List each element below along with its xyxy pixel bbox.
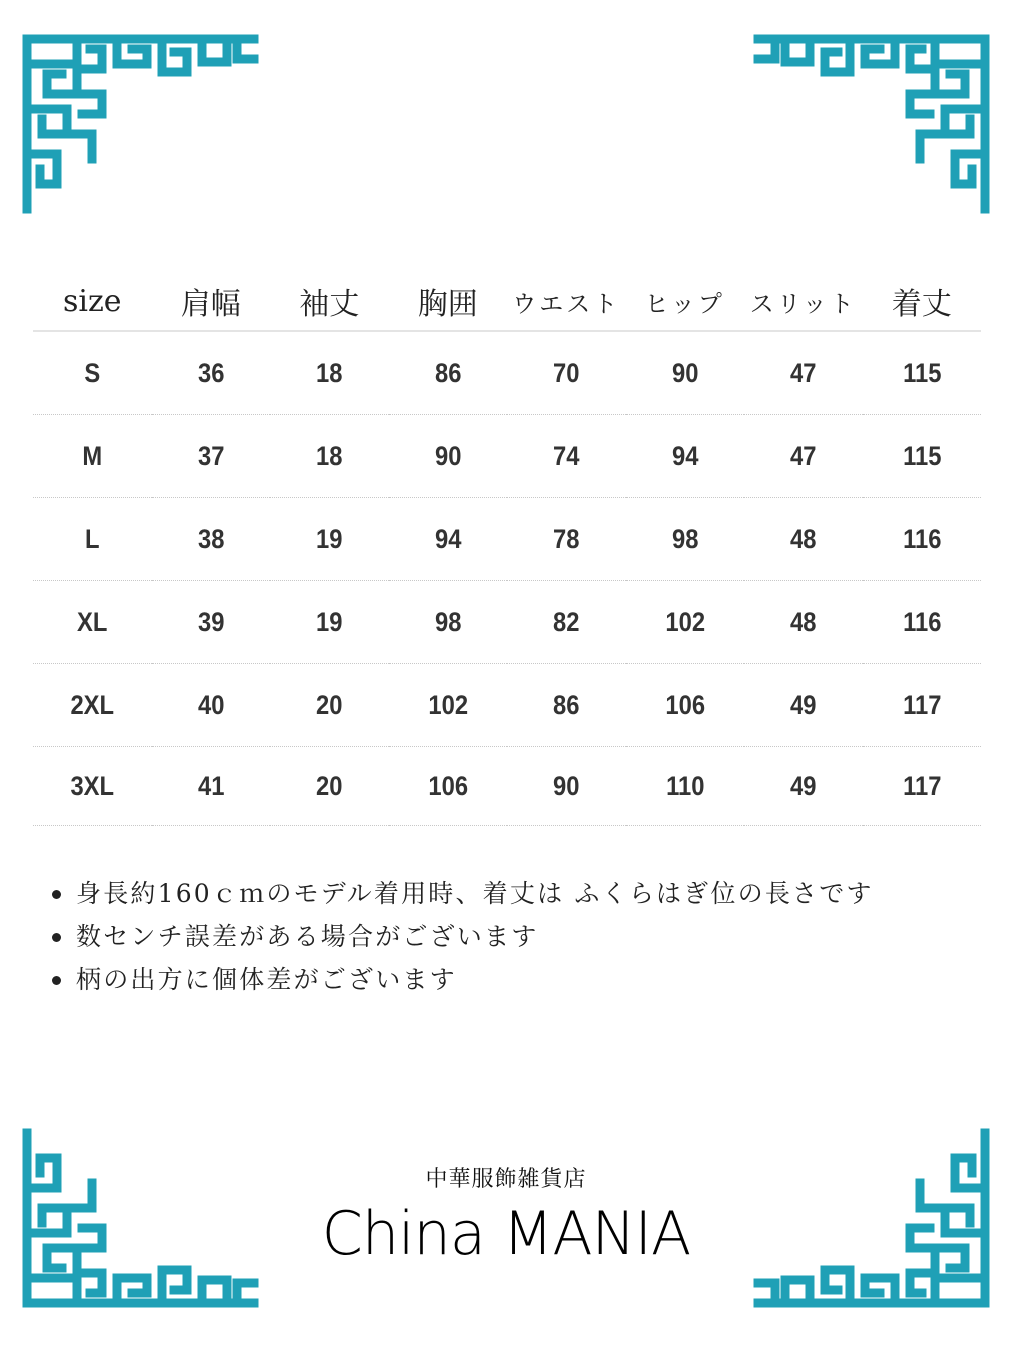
table-cell: 39 xyxy=(159,581,263,664)
table-cell: 90 xyxy=(633,331,737,415)
note-text: 柄の出方に個体差がございます xyxy=(76,965,457,994)
chinese-fret-corner-icon xyxy=(22,34,262,214)
bullet-icon xyxy=(52,890,61,899)
table-cell: 106 xyxy=(633,664,737,747)
table-cell: 86 xyxy=(396,331,500,415)
table-cell: 90 xyxy=(396,415,500,498)
table-cell: 117 xyxy=(870,747,974,826)
note-item xyxy=(52,872,874,915)
table-cell: 20 xyxy=(277,664,381,747)
table-cell: 47 xyxy=(751,331,855,415)
table-cell: 37 xyxy=(159,415,263,498)
table-cell: L xyxy=(40,498,144,581)
table-cell: 116 xyxy=(870,498,974,581)
table-cell: 41 xyxy=(159,747,263,826)
table-cell: 19 xyxy=(277,581,381,664)
table-cell: 115 xyxy=(870,415,974,498)
header-size: size xyxy=(33,272,152,331)
table-cell: 18 xyxy=(277,415,381,498)
table-cell: 49 xyxy=(751,747,855,826)
brand-name: China MANIA xyxy=(321,1199,691,1269)
header-length: 着丈 xyxy=(863,272,982,331)
table-cell: 48 xyxy=(751,581,855,664)
brand-logo xyxy=(0,1162,1012,1269)
table-cell: 94 xyxy=(396,498,500,581)
table-cell: 19 xyxy=(277,498,381,581)
table-cell: 94 xyxy=(633,415,737,498)
brand-subtitle: 中華服飾雑貨店 xyxy=(425,1167,587,1192)
corner-ornament-top-right xyxy=(750,34,990,214)
note-text: 数センチ誤差がある場合がございます xyxy=(76,922,539,951)
header-waist: ウエスト xyxy=(507,272,626,331)
header-sleeve: 袖丈 xyxy=(270,272,389,331)
table-row xyxy=(33,331,981,415)
table-cell: 86 xyxy=(514,664,618,747)
table-header-row xyxy=(33,272,981,331)
table-row xyxy=(33,664,981,747)
table-cell: 49 xyxy=(751,664,855,747)
table-row xyxy=(33,747,981,826)
table-cell: 47 xyxy=(751,415,855,498)
table-cell: S xyxy=(40,331,144,415)
table-cell: 74 xyxy=(514,415,618,498)
note-item xyxy=(52,915,874,958)
note-item xyxy=(52,958,874,1001)
table-cell: M xyxy=(40,415,144,498)
table-row xyxy=(33,581,981,664)
header-bust: 胸囲 xyxy=(389,272,508,331)
table-cell: 3XL xyxy=(40,747,144,826)
table-row xyxy=(33,415,981,498)
table-cell: 38 xyxy=(159,498,263,581)
header-slit: スリット xyxy=(744,272,863,331)
table-cell: 20 xyxy=(277,747,381,826)
table-cell: 90 xyxy=(514,747,618,826)
table-row xyxy=(33,498,981,581)
table-cell: 98 xyxy=(633,498,737,581)
table-cell: XL xyxy=(40,581,144,664)
table-cell: 48 xyxy=(751,498,855,581)
table-cell: 70 xyxy=(514,331,618,415)
table-cell: 18 xyxy=(277,331,381,415)
table-cell: 116 xyxy=(870,581,974,664)
header-hip: ヒップ xyxy=(626,272,745,331)
table-cell: 102 xyxy=(633,581,737,664)
corner-ornament-top-left xyxy=(22,34,262,214)
table-cell: 102 xyxy=(396,664,500,747)
table-cell: 117 xyxy=(870,664,974,747)
table-cell: 40 xyxy=(159,664,263,747)
table-cell: 2XL xyxy=(40,664,144,747)
table-cell: 115 xyxy=(870,331,974,415)
chinese-fret-corner-icon xyxy=(750,34,990,214)
table-cell: 106 xyxy=(396,747,500,826)
table-cell: 82 xyxy=(514,581,618,664)
bullet-icon xyxy=(52,976,61,985)
table-cell: 78 xyxy=(514,498,618,581)
table-cell: 98 xyxy=(396,581,500,664)
size-chart-table xyxy=(33,272,981,826)
note-text: 身長約160ｃｍのモデル着用時、着丈は ふくらはぎ位の長さです xyxy=(76,879,874,908)
table-cell: 110 xyxy=(633,747,737,826)
header-shoulder: 肩幅 xyxy=(152,272,271,331)
bullet-icon xyxy=(52,933,61,942)
notes-list xyxy=(52,872,874,1001)
table-cell: 36 xyxy=(159,331,263,415)
